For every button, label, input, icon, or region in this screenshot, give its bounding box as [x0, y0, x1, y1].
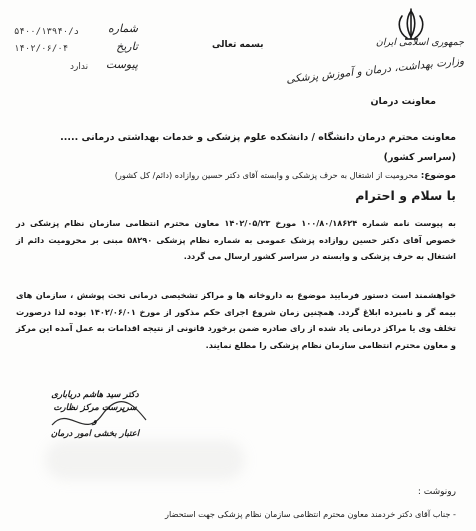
- subject-text: محرومیت از اشتغال به حرف پزشکی و وابسته آقای دکتر حسین روازاده (دائم/ کل کشور): [114, 170, 419, 180]
- scan-smudge: [45, 440, 245, 480]
- body-paragraph-2: خواهشمند است دستور فرمایید موضوع به داروخانه ها و مراکز تشخیصی درمانی تحت پوشش ، سازمان های بیمه گر و نامبرده ابلاغ گردد. همچنین زمان شروع اجرای حکم مذکور از مورخ ۱۴۰۲/۰۶/۰۱ بوده لذا درصورت تخلف وی یا مراکز درمانی یاد شده از رای صادره ضمن برخورد قانونی از نتیجه اقدامات به عمل آمده این مرکز و معاون محترم انتظامی سازمان نظام پزشکی را مطلع نمایند.: [16, 290, 456, 350]
- addressee-scope: (سراسر کشور): [383, 152, 456, 163]
- ministry-line-name: وزارت بهداشت، درمان و آموزش پزشکی: [285, 55, 465, 86]
- letter-meta: [8, 22, 138, 78]
- signature-block: [50, 389, 140, 441]
- ministry-line-country: جمهوری اسلامی ایران: [375, 37, 464, 48]
- cc-label: رونوشت :: [417, 487, 456, 497]
- signer-title-2: اعتبار بخشی امور درمان: [50, 429, 140, 439]
- subject-label: موضوع:: [420, 171, 456, 181]
- date-label: تاریخ: [116, 40, 138, 53]
- addressee: معاونت محترم درمان دانشگاه / دانشکده علوم پزشکی و خدمات بهداشتی درمانی .....: [60, 132, 456, 143]
- subject: [16, 169, 456, 182]
- signer-title-1: سرپرست مرکز نظارت و: [53, 403, 137, 426]
- signer-name: دکتر سید هاشم دریاباری: [51, 390, 139, 400]
- greeting: با سلام و احترام: [355, 188, 456, 203]
- cc-line: - جناب آقای دکتر خردمند معاون محترم انتظامی سازمان نظام پزشکی جهت استحضار: [165, 509, 456, 519]
- attachment-label: پیوست: [105, 58, 138, 71]
- date-value: ۱۴۰۲/۰۶/۰۴: [14, 44, 69, 54]
- deputy-label: معاونت درمان: [370, 96, 436, 107]
- number-label: شماره: [107, 22, 138, 35]
- attachment-value: ندارد: [70, 62, 89, 72]
- ministry-header: [285, 36, 465, 90]
- body-paragraph-1: به پیوست نامه شماره ۱۰۰/۸۰/۱۸۶۲۴ مورخ ۱۴۰۲/۰۵/۲۳ معاون محترم انتظامی سازمان نظام پزشکی در خصوص آقای دکتر حسین روازاده پزشک عمومی به شماره نظام پزشکی ۵۸۲۹۰ مبنی بر محرومیت دائم از اشتغال به حرف پزشکی و وابسته در سراسر کشور ارسال می گردد.: [16, 218, 456, 261]
- number-value: ۵د/۴۰۰/۱۳۹۴۰: [14, 27, 80, 37]
- basmala: بسمه تعالی: [212, 40, 264, 50]
